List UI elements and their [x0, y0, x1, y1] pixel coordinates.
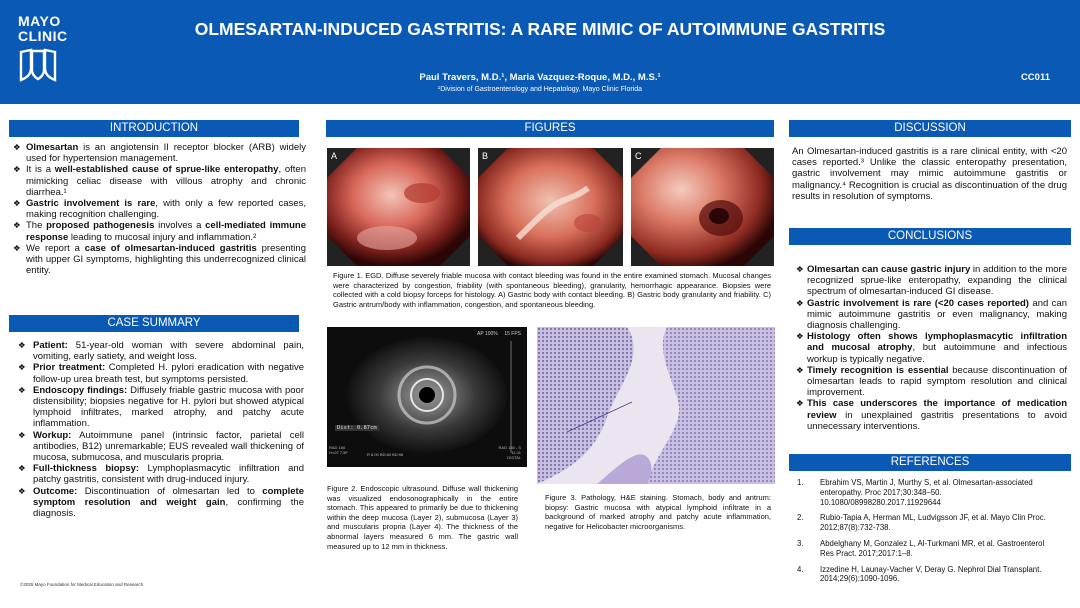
case-biopsy: ❖ Full-thickness biopsy: Lymphoplasmacytic infiltration and patchy gastritis, consistent with drug-induced injury.	[10, 463, 304, 485]
poster-code: CC011	[1020, 72, 1050, 83]
copyright: ©2025 Mayo Foundation for Medical Education and Research	[20, 582, 144, 587]
reference-item: 4. Izzedine H, Launay-Vacher V, Deray G. Nephrol Dial Transplant. 2014;29(6):1090-1096.	[797, 564, 1042, 584]
conclusion-2: ❖ Gastric involvement is rare (<20 cases reported) and can mimic autoimmune gastritis or even malignancy, making diagnosis challenging.	[792, 298, 1067, 332]
figure-label-a: A	[331, 151, 338, 161]
poster-title: OLMESARTAN-INDUCED GASTRITIS: A RARE MIMIC OF AUTOIMMUNE GASTRITIS	[194, 19, 886, 39]
case-prior-treatment: ❖ Prior treatment: Completed H. pylori eradication with negative follow-up urea breath test, but symptoms persisted.	[10, 362, 304, 384]
endoscopy-image-b	[478, 148, 623, 266]
figure-2-caption: Figure 2. Endoscopic ultrasound. Diffuse wall thickening was visualized endosonographically in the entire stomach. This appeared to primarily be due to thickening within the deep mucosa (Layer 2), submucosa (Layer 3) and muscularis propria (Layer 4). The thickness of the abnormal layers measured 6 mm. The gastric wall measured up to 12 mm in thickness.	[327, 484, 518, 551]
reference-item: 2. Rubio-Tapia A, Herman ML, Ludvigsson JF, et al. Mayo Clin Proc. 2012;87(8):732-738.	[797, 513, 1046, 533]
reference-item: 3. Abdelghany M, Gonzalez L, Al-Turkmani MR, et al. Gastroenterol Res Pract. 2017;2017:1–8.	[797, 538, 1045, 558]
case-summary-body	[10, 340, 304, 519]
eus-top-left: AP 100%	[477, 331, 498, 337]
figures-heading: FIGURES	[326, 120, 774, 137]
case-endoscopy: ❖ Endoscopy findings: Diffusely friable gastric mucosa with poor distensibility; biopsies negative for H. pylori but showed atypical lymphoid infiltrates, marked atrophy, and patchy acute inflammation.	[10, 385, 304, 430]
figure-label-b: B	[482, 151, 489, 161]
references-heading: REFERENCES	[789, 454, 1071, 471]
eus-top-right: 15 FPS	[504, 331, 521, 337]
mayo-clinic-logo	[18, 14, 66, 82]
intro-bullet-2: ❖ It is a well-established cause of sprue-like enteropathy, often mimicking celiac disease with villous atrophy and chronic diarrhea.¹	[13, 164, 306, 198]
case-patient: ❖ Patient: 51-year-old woman with severe abdominal pain, vomiting, early satiety, and weight loss.	[10, 340, 304, 362]
conclusion-1: ❖ Olmesartan can cause gastric injury in addition to the more recognized sprue-like enteropathy, expanding the clinical spectrum of olmesartan-induced GI disease.	[792, 264, 1067, 298]
conclusion-5: ❖ This case underscores the importance of medication review in unexplained gastritis presentations to avoid unnecessary interventions.	[792, 398, 1067, 432]
case-summary-heading: CASE SUMMARY	[9, 315, 299, 332]
conclusions-heading: CONCLUSIONS	[789, 228, 1071, 245]
figure-1-caption: Figure 1. EGD. Diffuse severely friable mucosa with contact bleeding was found in the entire examined stomach. Mucosal changes were characterized by congestion, friability (with spontaneous bleeding), granularity, hemorrhagic appearance. Biopsies were collected with a cold biopsy forceps for histology. A) Gastric body with contact bleeding. B) Gastric body granularity and friability. C) Gastric antrum/body with inflammation, congestion, and spontaneous bleeding.	[333, 271, 771, 309]
shield-icon	[18, 48, 58, 82]
introduction-heading: INTRODUCTION	[9, 120, 299, 137]
conclusions-body	[792, 264, 1067, 432]
logo-line2: CLINIC	[18, 28, 68, 44]
eus-image	[327, 327, 527, 467]
conclusion-4: ❖ Timely recognition is essential because discontinuation of olmesartan leads to rapid symptom resolution and clinical improvement.	[792, 365, 1067, 399]
eus-bottom-right: RAD 160 - S 11:11 DISTAL	[498, 445, 521, 460]
introduction-body	[13, 142, 306, 276]
endoscopy-image-a	[327, 148, 470, 266]
poster-header	[0, 0, 1080, 104]
affiliation: ¹Division of Gastroenterology and Hepatology, Mayo Clinic Florida	[437, 86, 643, 93]
figure-3-caption: Figure 3. Pathology, H&E staining. Stomach, body and antrum: biopsy: Gastric mucosa with atypical lymphoid infiltrate in a background of marked atrophy and patchy acute inflammation, negative for Helicobacter microorganisms.	[545, 493, 771, 531]
eus-bottom-mid: R 6.00 BD:60 BD:96	[367, 452, 404, 457]
reference-item: 1. Ebrahim VS, Martin J, Murthy S, et al. Olmesartan-associated enteropathy. Proc 2017;30:348–50. 10.1080/08998280.2017.11929644	[797, 478, 1033, 507]
eus-distance: Dist: 0.87cm	[337, 425, 377, 431]
intro-bullet-4: ❖ The proposed pathogenesis involves a cell-mediated immune response leading to mucosal injury and inflammation.²	[13, 220, 306, 242]
logo-line1: MAYO	[18, 13, 61, 29]
discussion-heading: DISCUSSION	[789, 120, 1071, 137]
case-workup: ❖ Workup: Autoimmune panel (intrinsic factor, parietal cell antibodies, B12) unremarkable; EUS revealed wall thickening of mucosa, submucosa, and muscularis propria.	[10, 430, 304, 464]
authors: Paul Travers, M.D.¹, Maria Vazquez-Roque, M.D., M.S.¹	[419, 72, 661, 83]
endoscopy-image-c	[631, 148, 774, 266]
intro-bullet-1: ❖ Olmesartan is an angiotensin II receptor blocker (ARB) widely used for hypertension management.	[13, 142, 306, 164]
references-list	[797, 478, 1057, 590]
intro-bullet-5: ❖ We report a case of olmesartan-induced gastritis presenting with upper GI symptoms, highlighting this underrecognized clinical entity.	[13, 243, 306, 277]
intro-bullet-3: ❖ Gastric involvement is rare, with only a few reported cases, making recognition challenging.	[13, 198, 306, 220]
figure-label-c: C	[635, 151, 642, 161]
conclusion-3: ❖ Histology often shows lymphoplasmacytic infiltration and mucosal atrophy, but autoimmune and infectious workup is typically negative.	[792, 331, 1067, 365]
case-outcome: ❖ Outcome: Discontinuation of olmesartan led to complete symptom resolution and weight gain, confirming the diagnosis.	[10, 486, 304, 520]
discussion-body: An Olmesartan-induced gastritis is a rare clinical entity, with <20 cases reported.³ Unlike the classic enteropathy presentation, gastric involvement may mimic autoimmune gastritis or malignancy.⁴ Recognition is crucial as discontinuation of the drug results in resolution of symptoms.	[792, 146, 1067, 202]
eus-bottom-left: RAD 160 H=07 7.5F	[329, 445, 348, 455]
histology-image	[537, 327, 775, 484]
